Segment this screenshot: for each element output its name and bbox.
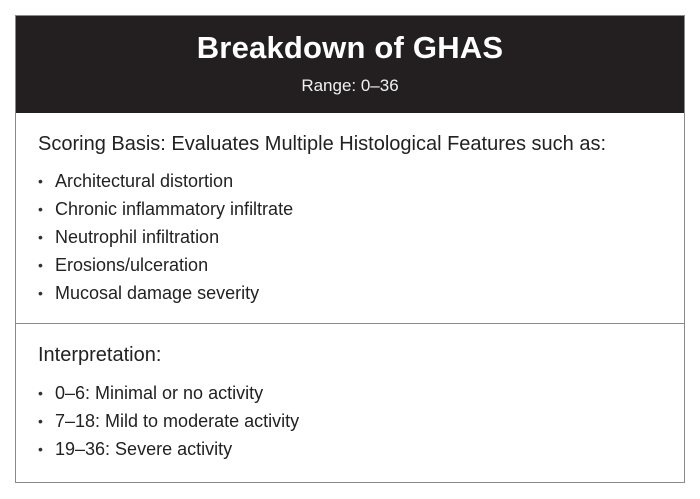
list-item: [38, 379, 299, 407]
list-item-text: Erosions/ulceration: [55, 255, 209, 275]
list-item-text: Chronic inflammatory infiltrate: [55, 199, 294, 219]
ghas-info-card: [15, 15, 685, 483]
list-item-text: Mucosal damage severity: [55, 283, 260, 303]
list-item: [38, 195, 293, 223]
bullet-icon: •: [38, 229, 43, 245]
list-item-text: 7–18: Mild to moderate activity: [55, 411, 300, 431]
bullet-icon: •: [38, 441, 43, 457]
list-item: [38, 167, 293, 195]
list-item-text: 0–6: Minimal or no activity: [55, 383, 264, 403]
interpretation-section: [16, 323, 684, 483]
scoring-basis-heading: Scoring Basis: Evaluates Multiple Histological Features such as:: [38, 133, 607, 155]
list-item-text: Architectural distortion: [55, 171, 234, 191]
list-item: [38, 407, 299, 435]
bullet-icon: •: [38, 173, 43, 189]
card-title: Breakdown of GHAS: [196, 30, 504, 65]
bullet-icon: •: [38, 385, 43, 401]
card-header: [16, 16, 684, 113]
list-item: [38, 223, 293, 251]
bullet-icon: •: [38, 201, 43, 217]
card-subtitle: Range: 0–36: [301, 76, 399, 95]
interpretation-list: [38, 379, 299, 463]
scoring-basis-list: [38, 167, 293, 307]
bullet-icon: •: [38, 257, 43, 273]
interpretation-heading: Interpretation:: [38, 344, 162, 366]
list-item: [38, 435, 299, 463]
scoring-basis-section: [16, 113, 684, 323]
list-item: [38, 279, 293, 307]
bullet-icon: •: [38, 413, 43, 429]
list-item-text: 19–36: Severe activity: [55, 439, 233, 459]
list-item: [38, 251, 293, 279]
list-item-text: Neutrophil infiltration: [55, 227, 220, 247]
bullet-icon: •: [38, 285, 43, 301]
